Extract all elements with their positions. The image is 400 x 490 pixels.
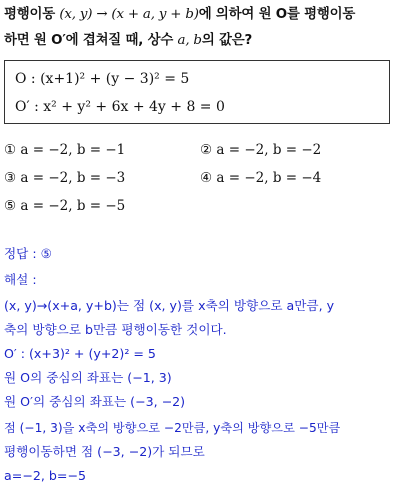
question-text-part: 하면 원 O′에 겹쳐질 때, 상수 — [4, 33, 178, 48]
solution-line: 점 (−1, 3)을 x축의 방향으로 −2만큼, y축의 방향으로 −5만큼 — [4, 421, 341, 435]
solution-line: 평행이동하면 점 (−3, −2)가 되므로 — [4, 444, 205, 459]
choice-1[interactable]: ① a = −2, b = −1 — [4, 142, 126, 158]
solution-line: (x, y)→(x+a, y+b)는 점 (x, y)를 x축의 방향으로 a만큼, y — [4, 298, 335, 313]
question-text-part: 의 값은? — [201, 33, 253, 48]
circle-o-equation: O : (x+1)² + (y − 3)² = 5 — [15, 71, 190, 87]
choice-2[interactable]: ② a = −2, b = −2 — [200, 142, 322, 158]
question-line-2 — [4, 28, 396, 54]
given-equations-box — [4, 60, 390, 124]
answer-label: 정답 : ⑤ — [4, 246, 52, 261]
choice-5[interactable]: ⑤ a = −2, b = −5 — [4, 198, 126, 214]
choice-4[interactable]: ④ a = −2, b = −4 — [200, 170, 322, 186]
question-text — [4, 2, 396, 54]
choice-3[interactable]: ③ a = −2, b = −3 — [4, 170, 126, 186]
solution-line: 축의 방향으로 b만큼 평행이동한 것이다. — [4, 322, 227, 337]
circle-o-prime-equation: O′ : x² + y² + 6x + 4y + 8 = 0 — [15, 99, 225, 115]
question-text-part: 평행이동 — [4, 7, 60, 22]
solution-line: 원 O의 중심의 좌표는 (−1, 3) — [4, 370, 172, 385]
solution-final-answer: a=−2, b=−5 — [4, 468, 86, 483]
constants-expression: a, b — [177, 33, 202, 48]
solution-line: O′ : (x+3)² + (y+2)² = 5 — [4, 346, 156, 361]
translation-expression: (x, y) → (x + a, y + b) — [59, 7, 199, 22]
question-line-1 — [4, 2, 396, 28]
question-text-part: 에 의하여 원 O를 평행이동 — [198, 7, 356, 22]
solution-heading: 해설 : — [4, 272, 37, 287]
solution-line: 원 O′의 중심의 좌표는 (−3, −2) — [4, 394, 186, 409]
